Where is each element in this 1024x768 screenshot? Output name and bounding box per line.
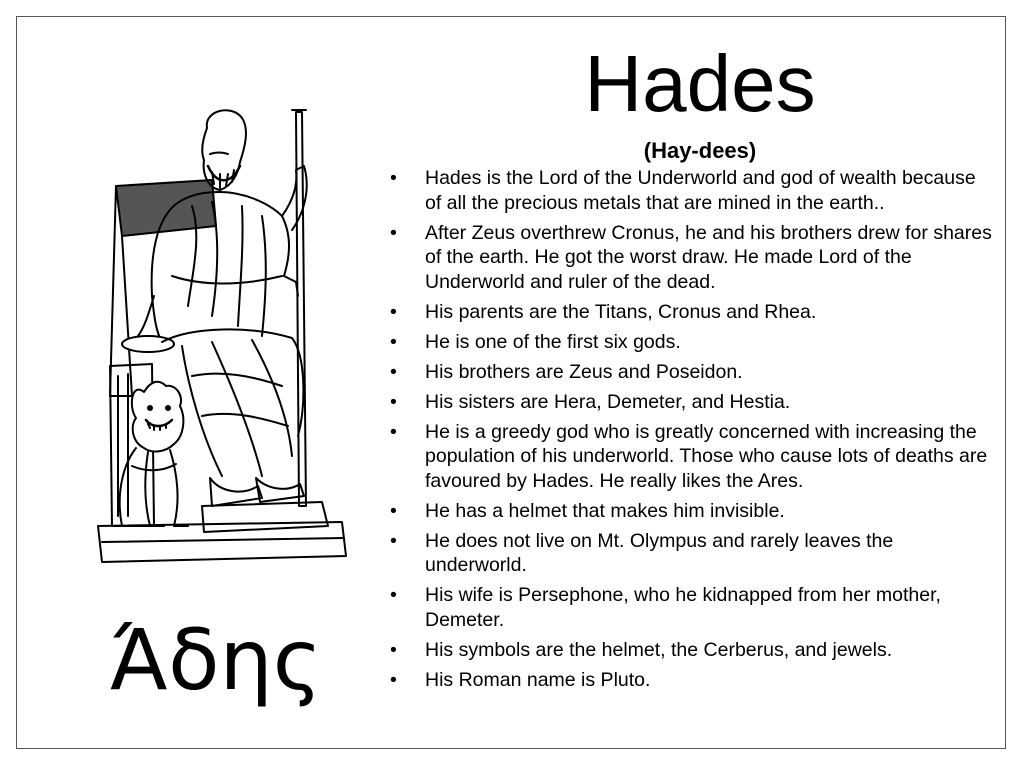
fact-item: • He is a greedy god who is greatly concerned with increasing the population of his underworld. Those who cause lots of deaths are favoured by Hades. He really likes the Ares. xyxy=(384,420,994,494)
fact-item: • After Zeus overthrew Cronus, he and his brothers drew for shares of the earth. He got the worst draw. He made Lord of the Underworld and ruler of the dead. xyxy=(384,221,994,295)
facts-list xyxy=(384,166,994,698)
slide-title: Hades xyxy=(584,39,816,128)
fact-item: • He is one of the first six gods. xyxy=(384,330,994,355)
fact-item: • His Roman name is Pluto. xyxy=(384,668,994,693)
fact-item: • His wife is Persephone, who he kidnapped from her mother, Demeter. xyxy=(384,583,994,632)
fact-item: • His parents are the Titans, Cronus and Rhea. xyxy=(384,300,994,325)
fact-item: • He has a helmet that makes him invisible. xyxy=(384,499,994,524)
pronunciation-subtitle: (Hay-dees) xyxy=(643,138,757,163)
fact-item: • Hades is the Lord of the Underworld and god of wealth because of all the precious metals that are mined in the earth.. xyxy=(384,166,994,215)
greek-name: Άδης xyxy=(109,611,323,709)
fact-item: • His sisters are Hera, Demeter, and Hestia. xyxy=(384,390,994,415)
fact-item: • He does not live on Mt. Olympus and rarely leaves the underworld. xyxy=(384,529,994,578)
fact-item: • His symbols are the helmet, the Cerberus, and jewels. xyxy=(384,638,994,663)
fact-item: • His brothers are Zeus and Poseidon. xyxy=(384,360,994,385)
hades-statue-illustration xyxy=(92,106,354,568)
